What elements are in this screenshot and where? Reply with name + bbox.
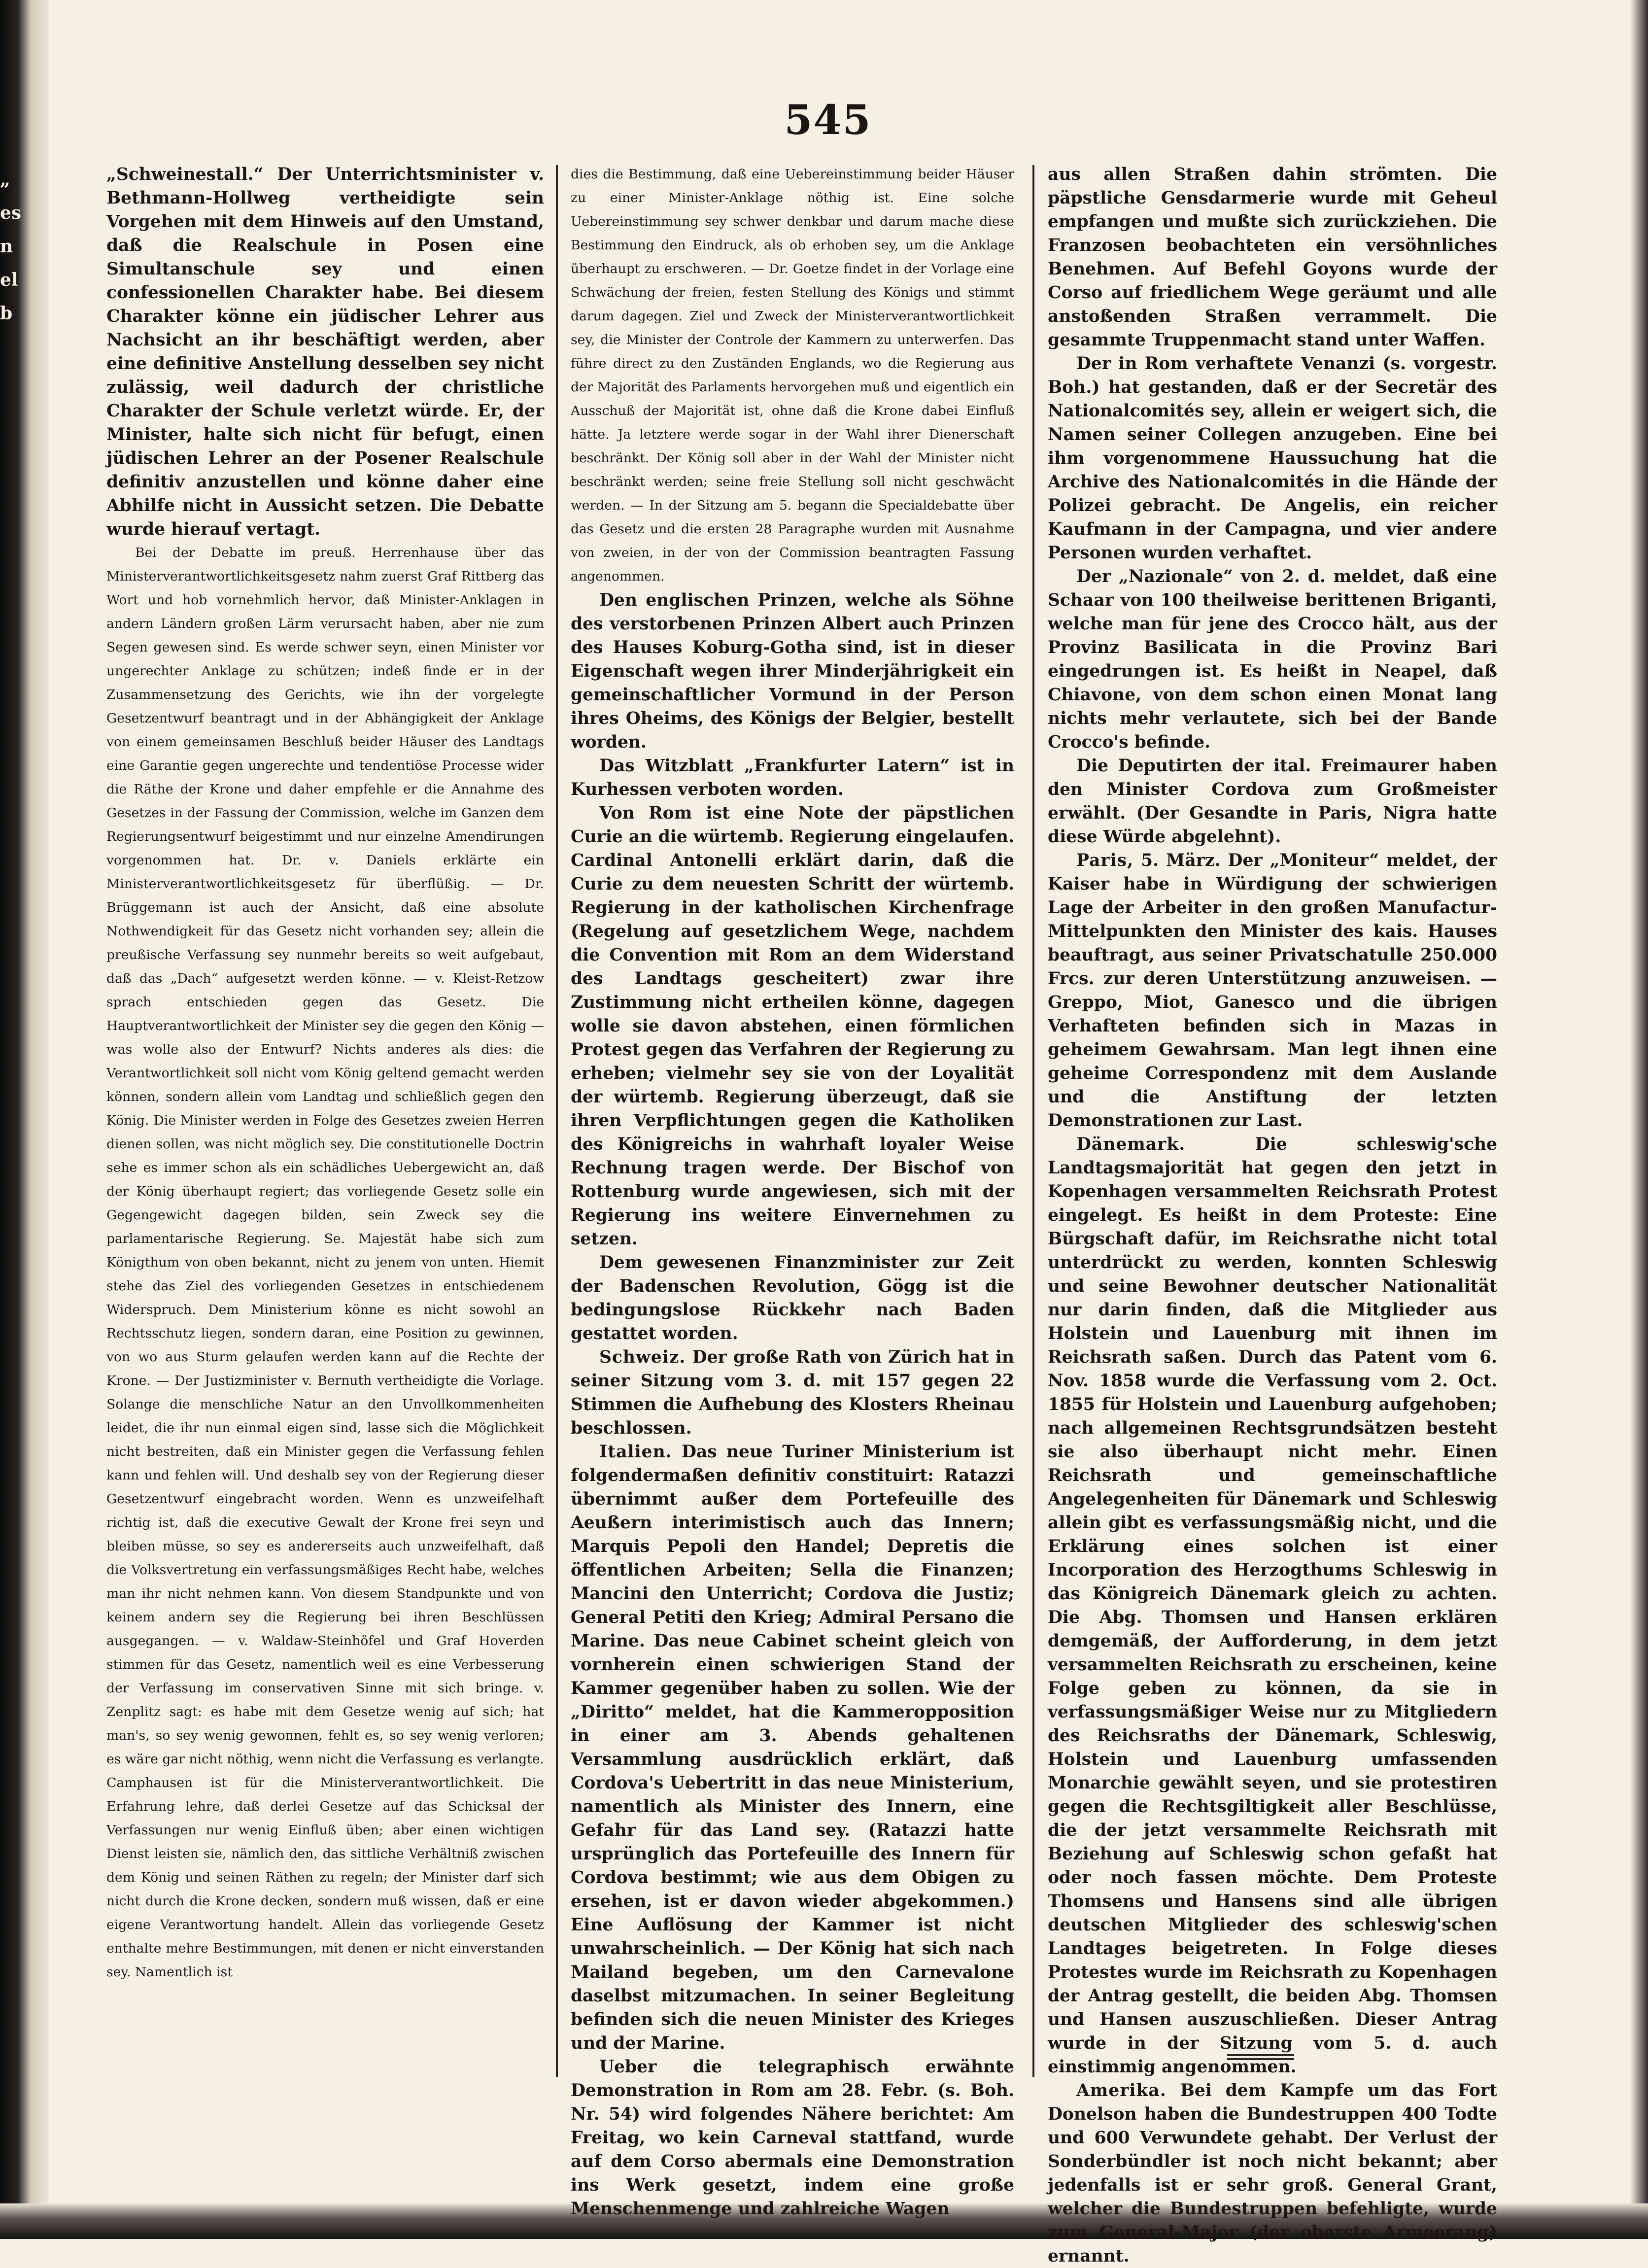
column-divider — [556, 165, 558, 2077]
article-paragraph: Dem gewesenen Finanzminister zur Zeit der Badenschen Revolution, Gögg ist die bedingungslose Rückkehr nach Baden gestattet worden. — [571, 1253, 1014, 1343]
article-paragraph — [1048, 849, 1497, 1133]
section-heading: Italien. — [599, 1442, 672, 1462]
article-paragraph: Die Deputirten der ital. Freimaurer haben den Minister Cordova zum Großmeister erwählt. (Der Gesandte in Paris, Nigra hatte diese Würde abgelehnt). — [1048, 756, 1497, 847]
fragment: b — [0, 303, 13, 324]
column-right — [1048, 163, 1497, 2266]
scan-edge-right — [1630, 0, 1648, 2239]
article-paragraph: aus allen Straßen dahin strömten. Die päpstliche Gensdarmerie wurde mit Geheul empfangen und mußte sich zurückziehen. Die Franzosen beobachteten ein versöhnliches Benehmen. Auf Befehl Goyons wurde der Corso auf friedlichem Wege geräumt und alle anstoßenden Straßen verrammelt. Die gesammte Truppenmacht stand unter Waffen. — [1048, 165, 1497, 350]
fragment: n — [0, 236, 13, 257]
column-divider — [1032, 165, 1034, 2077]
article-paragraph: Der in Rom verhaftete Venanzi (s. vorgestr. Boh.) hat gestanden, daß er der Secretär des Nationalcomités sey, allein er weigert sich, die Namen seiner Collegen anzugeben. Eine bei ihm vorgenommene Haussuchung hat die Archive des Nationalcomités in die Hände der Polizei gebracht. De Angelis, ein reicher Kaufmann in der Campagna, und vier andere Personen wurden verhaftet. — [1048, 354, 1497, 563]
fragment: es — [0, 203, 22, 223]
article-paragraph: Ueber die telegraphisch erwähnte Demonstration in Rom am 28. Febr. (s. Boh. Nr. 54) wird folgendes Nähere berichtet: Am Freitag, wo kein Carneval stattfand, wurde auf dem Corso abermals eine Demonstration ins Werk gesetzt, indem eine große Menschenmenge und zahlreiche Wagen — [571, 2057, 1014, 2219]
section-text: Der große Rath von Zürich hat in seiner Sitzung vom 3. d. mit 157 gegen 22 Stimmen die Aufhebung des Klosters Rheinau beschlossen. — [571, 1347, 1014, 1438]
article-paragraph: dies die Bestimmung, daß eine Uebereinstimmung beider Häuser zu einer Minister-Anklage nöthig ist. Eine solche Uebereinstimmung sey schwer denkbar und darum mache diese Bestimmung den Eindruck, als ob erhoben sey, um die Anklage überhaupt zu erschweren. — Dr. Goetze findet in der Vorlage eine Schwächung der freien, festen Stellung des Königs und stimmt darum dagegen. Ziel und Zweck der Ministerverantwortlichkeit sey, die Minister der Controle der Kammern zu unterwerfen. Das führe direct zu den Zuständen Englands, wo die Regierung aus der Majorität des Parlaments hervorgehen muß und eigentlich ein Ausschuß der Majorität ist, ohne daß die Krone dabei Einfluß hätte. Ja letztere werde sogar in der Wahl ihrer Dienerschaft beschränkt. Der König soll aber in der Wahl der Minister nicht beschränkt werden; seine freie Stellung soll nicht geschwächt werden. — In der Sitzung am 5. begann die Specialdebatte über das Gesetz und die ersten 28 Paragraphe wurden mit Ausnahme von zweien, in der von der Commission beantragten Fassung angenommen. — [571, 167, 1014, 584]
article-paragraph: Bei der Debatte im preuß. Herrenhause über das Ministerverantwortlichkeitsgesetz nahm zuerst Graf Rittberg das Wort und hob vornehmlich hervor, daß Minister-Anklagen in andern Ländern großen Lärm verursacht haben, aber nie zum Segen gewesen sind. Es werde schwer seyn, einen Minister vor ungerechter Anklage zu schützen; indeß finde er in der Zusammensetzung des Gerichts, wie ihn der vorgelegte Gesetzentwurf beantragt und in der Abhängigkeit der Anklage von einem gemeinsamen Beschluß beider Häuser des Landtags eine Garantie gegen ungerechte und tendentiöse Processe wider die Räthe der Krone und daher empfehle er die Annahme des Gesetzes in der Fassung der Commission, welche im Ganzen dem Regierungsentwurf beigestimmt und nur einzelne Amendirungen vorgenommen hat. Dr. v. Daniels erklärte ein Ministerverantwortlichkeitsgesetz für überflüßig. — Dr. Brüggemann ist auch der Ansicht, daß eine absolute Nothwendigkeit für das Gesetz nicht vorhanden sey; allein die preußische Verfassung sey nunmehr bereits so weit aufgebaut, daß das „Dach“ aufgesetzt werden könne. — v. Kleist-Retzow sprach entschieden gegen das Gesetz. Die Hauptverantwortlichkeit der Minister sey die gegen den König — was wolle also der Entwurf? Nichts anderes als dies: die Verantwortlichkeit soll nicht vom König geltend gemacht werden können, sondern allein vom Landtag und schließlich gegen den König. Die Minister werden in Folge des Gesetzes zweien Herren dienen sollen, was nicht möglich sey. Die constitutionelle Doctrin sehe es immer schon als ein schädliches Uebergewicht an, daß der König überhaupt regiert; das vorliegende Gesetz solle ein Gegengewicht dagegen bilden, sein Zweck sey die parlamentarische Regierung. Se. Majestät habe sich zum Königthum von oben bekannt, nicht zu jenem von unten. Hiemit stehe das Ziel des vorliegenden Gesetzes in entschiedenem Widerspruch. Dem Ministerium könne es nicht sowohl an Rechtsschutz liegen, sondern daran, eine Position zu gewinnen, von wo aus Sturm gelaufen werden kann auf die Rechte der Krone. — Der Justizminister v. Bernuth vertheidigte die Vorlage. Solange die menschliche Natur an den Unvollkommenheiten leidet, die ihr nun einmal eigen sind, lasse sich die Möglichkeit nicht bestreiten, daß ein Minister gegen die Verfassung fehlen kann und fehlen will. Und deshalb sey von der Regierung dieser Gesetzentwurf eingebracht worden. Wenn es unzweifelhaft richtig ist, daß die executive Gewalt der Krone frei seyn und bleiben müsse, so sey es andererseits auch unzweifelhaft, daß die Volksvertretung ein verfassungsmäßiges Recht habe, welches man ihr nicht nehmen kann. Von diesem Standpunkte und von keinem andern sey die Regierung bei ihren Beschlüssen ausgegangen. — v. Waldaw-Steinhöfel und Graf Hoverden stimmen für das Gesetz, namentlich weil es eine Verbesserung der Verfassung im conservativen Sinne mit sich bringe. v. Zenplitz sagt: es habe mit dem Gesetze wenig auf sich; hat man's, so sey wenig gewonnen, fehlt es, so sey wenig verloren; es wäre gar nicht nöthig, wenn nicht die Verfassung es verlangte. Camphausen ist für die Ministerverantwortlichkeit. Die Erfahrung lehre, daß derlei Gesetze auf das Schicksal der Verfassungen nur wenig Einfluß üben; aber einen wichtigen Dienst leisten sie, nämlich den, das sittliche Verhältniß zwischen dem König und seinen Räthen zu regeln; der Minister darf sich nicht durch die Krone decken, sondern muß wissen, daß er eine eigene Verantwortung handelt. Allein das vorliegende Gesetz enthalte mehre Bestimmungen, mit denen er nicht einverstanden sey. Namentlich ist — [106, 545, 544, 1980]
article-paragraph — [571, 1345, 1014, 1440]
article-paragraph — [571, 1440, 1014, 2055]
page-number: 545 — [784, 97, 872, 144]
section-heading: Schweiz. — [599, 1347, 686, 1367]
article-paragraph — [1048, 2079, 1497, 2268]
column-left — [106, 163, 544, 2070]
article-paragraph: Der „Nazionale“ von 2. d. meldet, daß eine Schaar von 100 theilweise berittenen Briganti, welche man für jene des Crocco hält, aus der Provinz Basilicata in die Provinz Bari eingedrungen ist. Es heißt in Neapel, daß Chiavone, von dem schon einen Monat lang nichts mehr verlautete, sich bei der Bande Crocco's befinde. — [1048, 567, 1497, 752]
section-text: 5. März. Der „Moniteur“ meldet, der Kaiser habe in Würdigung der schwierigen Lage der Arbeiter in den großen Manufactur-Mittelpunkten den Minister des kais. Hauses beauftragt, aus seiner Privatschatulle 250.000 Frcs. zur deren Unterstützung anzuweisen. — Greppo, Miot, Ganesco und die übrigen Verhafteten befinden sich in Mazas in geheimem Gewahrsam. Man legt ihnen eine geheime Correspondenz mit dem Auslande und die Anstiftung der letzten Demonstrationen zur Last. — [1048, 851, 1497, 1131]
scan-edge-left — [0, 0, 49, 2239]
section-heading: Dänemark. — [1076, 1134, 1186, 1154]
end-rule — [1227, 2054, 1294, 2060]
section-text: Die schleswig'sche Landtagsmajorität hat gegen den jetzt in Kopenhagen versammelten Reichsrath Protest eingelegt. Es heißt in dem Proteste: Eine Bürgschaft dafür, im Reichsrathe nicht total unterdrückt zu werden, konnten Schleswig und seine Bewohner deutscher Nationalität nur darin finden, daß die Mitglieder aus Holstein und Lauenburg mit ihnen im Reichsrath saßen. Durch das Patent vom 6. Nov. 1858 wurde die Verfassung vom 2. Oct. 1855 für Holstein und Lauenburg aufgehoben; nach allgemeinen Rechtsgrundsätzen besteht sie also überhaupt nicht mehr. Einen Reichsrath und gemeinschaftliche Angelegenheiten für Dänemark und Schleswig allein gibt es verfassungsmäßig nicht, und die Erklärung eines solchen ist einer Incorporation des Herzogthums Schleswig in das Königreich Dänemark gleich zu achten. Die Abg. Thomsen und Hansen erklären demgemäß, der Aufforderung, in dem jetzt versammelten Reichsrath zu erscheinen, keine Folge geben zu können, da sie in verfassungsmäßiger Weise nur zu Mitgliedern des Reichsraths der Dänemark, Schleswig, Holstein und Lauenburg umfassenden Monarchie gewählt seyen, und sie protestiren gegen die Rechtsgiltigkeit aller Beschlüsse, die der jetzt versammelte Reichsrath mit Beziehung auf Schleswig schon gefaßt hat oder noch fassen möchte. Dem Proteste Thomsens und Hansens sind alle übrigen deutschen Mitglieder des schleswig'schen Landtages beigetreten. In Folge dieses Protestes wurde im Reichsrath zu Kopenhagen der Antrag gestellt, die beiden Abg. Thomsen und Hansen auszuschließen. Dieser Antrag wurde in der Sitzung vom 5. d. auch einstimmig angenommen. — [1048, 1134, 1497, 2077]
section-heading: Amerika. — [1076, 2081, 1167, 2100]
fragment: el — [0, 270, 18, 290]
section-text: Bei dem Kampfe um das Fort Donelson haben die Bundestruppen 400 Todte und 600 Verwundete gehabt. Der Verlust der Sonderbündler ist noch nicht bekannt; aber jedenfalls ist er sehr groß. General Grant, welcher die Bundestruppen befehligte, wurde zum General-Major (der oberste Armeerang) ernannt. — [1048, 2081, 1497, 2266]
section-text: Das neue Turiner Ministerium ist folgendermaßen definitiv constituirt: Ratazzi übernimmt außer dem Portefeuille des Aeußern interimistisch auch das Innern; Marquis Pepoli den Handel; Depretis die öffentlichen Arbeiten; Sella die Finanzen; Mancini den Unterricht; Cordova die Justiz; General Petiti den Krieg; Admiral Persano die Marine. Das neue Cabinet scheint gleich von vornherein einen schwierigen Stand der Kammer gegenüber haben zu sollen. Wie der „Diritto“ meldet, hat die Kammeropposition in einer am 3. Abends gehaltenen Versammlung ausdrücklich erklärt, daß Cordova's Uebertritt in das neue Ministerium, namentlich als Minister des Innern, eine Gefahr für das Land sey. (Ratazzi hatte ursprünglich das Portefeuille des Innern für Cordova bestimmt; wie aus dem Obigen zu ersehen, ist er davon wieder abgekommen.) Eine Auflösung der Kammer ist nicht unwahrscheinlich. — Der König hat sich nach Mailand begeben, um den Carnevalone daselbst mitzumachen. In seiner Begleitung befinden sich die neuen Minister des Krieges und der Marine. — [571, 1442, 1014, 2053]
column-middle — [571, 163, 1014, 2219]
article-paragraph — [1048, 1133, 1497, 2079]
facing-page-fragments — [0, 163, 32, 330]
article-paragraph: „Schweinestall.“ Der Unterrichtsminister v. Bethmann-Hollweg vertheidigte sein Vorgehen mit dem Hinweis auf den Umstand, daß die Realschule in Posen eine Simultanschule sey und einen confessionellen Charakter habe. Bei diesem Charakter könne ein jüdischer Lehrer aus Nachsicht an ihr beschäftigt werden, aber eine definitive Anstellung desselben sey nicht zulässig, weil dadurch der christliche Charakter der Schule verletzt würde. Er, der Minister, halte sich nicht für befugt, einen jüdischen Lehrer an der Posener Realschule definitiv anzustellen und könne daher eine Abhilfe nicht in Aussicht setzen. Die Debatte wurde hierauf vertagt. — [106, 165, 544, 539]
article-paragraph: Den englischen Prinzen, welche als Söhne des verstorbenen Prinzen Albert auch Prinzen des Hauses Koburg-Gotha sind, ist in dieser Eigenschaft wegen ihrer Minderjährigkeit ein gemeinschaftlicher Vormund in der Person ihres Oheims, des Königs der Belgier, bestellt worden. — [571, 590, 1014, 752]
fragment: „ — [0, 169, 10, 190]
article-paragraph: Von Rom ist eine Note der päpstlichen Curie an die würtemb. Regierung eingelaufen. Cardinal Antonelli erklärt darin, daß die Curie zu dem neuesten Schritt der würtemb. Regierung in der katholischen Kirchenfrage (Regelung auf gesetzlichem Wege, nachdem die Convention mit Rom an dem Widerstand des Landtags gescheitert) zwar ihre Zustimmung nicht ertheilen könne, dagegen wolle sie davon abstehen, einen förmlichen Protest gegen das Verfahren der Regierung zu erheben; vielmehr sey sie von der Loyalität der würtemb. Regierung überzeugt, daß sie ihren Verpflichtungen gegen die Katholiken des Königreichs in wahrhaft loyaler Weise Rechnung tragen werde. Der Bischof von Rottenburg wurde angewiesen, sich mit der Regierung ins weitere Einvernehmen zu setzen. — [571, 803, 1014, 1249]
section-heading: Paris, — [1076, 851, 1134, 870]
article-paragraph: Das Witzblatt „Frankfurter Latern“ ist in Kurhessen verboten worden. — [571, 756, 1014, 799]
